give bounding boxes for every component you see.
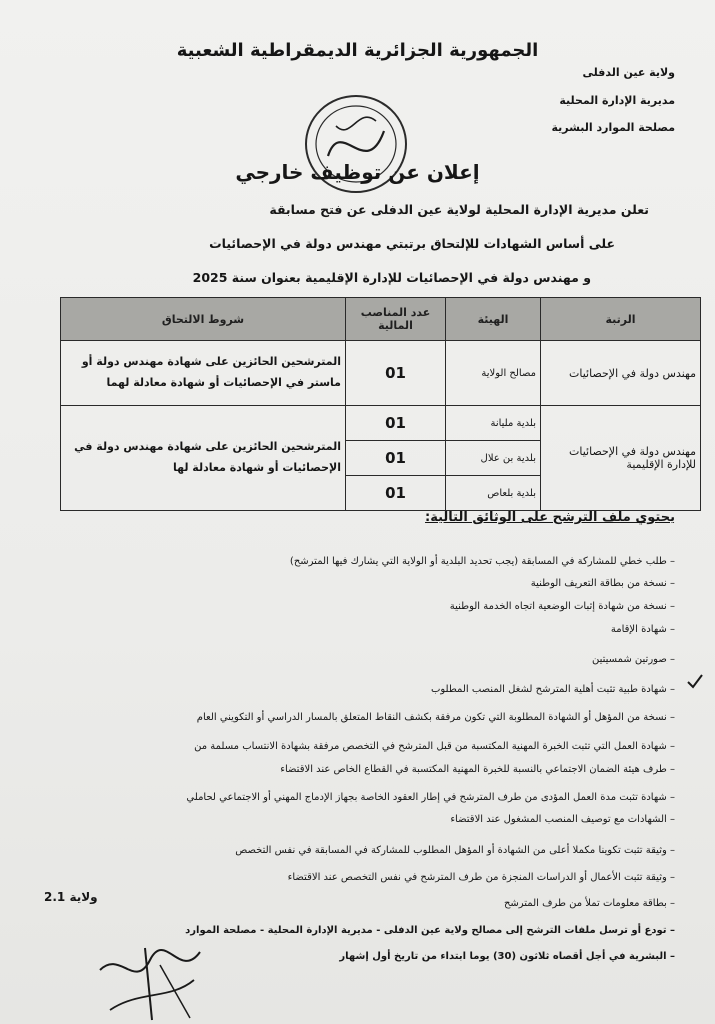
unit-cell: بلدية مليانة: [446, 406, 541, 441]
document-item: – طرف هيئة الضمان الاجتماعي بالنسبة للخبرة المهنية المكتسبة في القطاع الخاص عند الاقتضاء: [280, 764, 675, 776]
signature-icon: [90, 940, 210, 1024]
intro-line-3: و مهندس دولة في الإحصائيات للإدارة الإقليمية بعنوان سنة 2025: [192, 270, 591, 285]
service-label: مصلحة الموارد البشرية: [551, 121, 675, 134]
table-row: [61, 341, 701, 406]
document-item: – شهادة طبية تثبت أهلية المترشح لشغل المنصب المطلوب: [431, 684, 675, 696]
document-item: – وثيقة تثبت الأعمال أو الدراسات المنجزة من طرف المترشح في نفس التخصص عند الاقتضاء: [288, 872, 675, 884]
document-item: – بطاقة معلومات تملأ من طرف المترشح: [504, 898, 675, 910]
header-grade: الرتبة: [541, 298, 701, 341]
header-conditions: شروط الالتحاق: [61, 298, 346, 341]
intro-line-1: تعلن مديرية الإدارة المحلية لولاية عين الدفلى عن فتح مسابقة: [269, 202, 649, 217]
footer-line-2: – البشرية في أجل أقصاه ثلاثون (30) يوما ابتداء من تاريخ أول إشهار: [339, 951, 675, 963]
grade-cell: مهندس دولة في الإحصائيات: [541, 341, 701, 406]
document-item: – الشهادات مع توصيف المنصب المشغول عند الاقتضاء: [450, 814, 675, 826]
directorate-label: مديرية الإدارة المحلية: [559, 94, 675, 107]
count-cell: 01: [346, 476, 446, 511]
republic-heading: الجمهورية الجزائرية الديمقراطية الشعبية: [176, 40, 539, 61]
check-mark-icon: [686, 672, 704, 690]
table-header-row: [61, 298, 701, 341]
count-cell: 01: [346, 341, 446, 406]
official-seal-icon: [296, 86, 416, 206]
footer-line-1: – تودع أو ترسل ملفات الترشح إلى مصالح ولاية عين الدفلى - مديرية الإدارة المحلية - مصلحة الموارد: [185, 925, 675, 937]
document-item: – وثيقة تثبت تكوينا مكملا أعلى من الشهادة أو المؤهل المطلوب للمشاركة في المسابقة في نفس التخصص: [235, 845, 675, 857]
document-item: – نسخة من شهادة إثبات الوضعية اتجاه الخدمة الوطنية: [450, 601, 675, 613]
count-cell: 01: [346, 406, 446, 441]
unit-cell: مصالح الولاية: [446, 341, 541, 406]
positions-table: [60, 297, 701, 511]
conditions-cell: المترشحين الحائزين على شهادة مهندس دولة في الإحصائيات أو شهادة معادلة لها: [61, 406, 346, 511]
count-cell: 01: [346, 441, 446, 476]
unit-cell: بلدية بن علال: [446, 441, 541, 476]
document-item: – شهادة تثبت مدة العمل المؤدى من طرف المترشح في إطار العقود الخاصة بجهاز الإدماج المهني أو الاجتماعي لحاملي: [186, 792, 675, 804]
document-item: – شهادة العمل التي تثبت الخبرة المهنية المكتسبة من قبل المترشح في التخصص مرفقة بشهادة الانتساب مسلمة من: [194, 741, 675, 753]
announcement-title: إعلان عن توظيف خارجي: [235, 160, 480, 184]
intro-line-2: على أساس الشهادات للإلتحاق برتبتي مهندس دولة في الإحصائيات: [209, 236, 615, 251]
document-item: – نسخة من المؤهل أو الشهادة المطلوبة التي تكون مرفقة بكشف النقاط المتعلق بالمسار الدراسي أو التكويني العام: [197, 712, 675, 724]
document-item: – طلب خطي للمشاركة في المسابقة (يجب تحديد البلدية أو الولاية التي يشارك فيها المترشح): [290, 556, 675, 568]
header-count: عدد المناصب المالية: [346, 298, 446, 341]
documents-title: يحتوي ملف الترشح على الوثائق التالية:: [425, 510, 675, 525]
wilaya-label: ولاية عين الدفلى: [582, 66, 675, 79]
document-item: – صورتين شمسيتين: [592, 654, 675, 666]
document-item: – نسخة من بطاقة التعريف الوطنية: [531, 578, 675, 590]
date-stamp: ولاية 2.1: [44, 890, 98, 904]
unit-cell: بلدية بلعاص: [446, 476, 541, 511]
table-row: [61, 406, 701, 441]
header-body: الهيئة: [446, 298, 541, 341]
grade-cell: مهندس دولة في الإحصائيات للإدارة الإقليمية: [541, 406, 701, 511]
conditions-cell: المترشحين الحائزين على شهادة مهندس دولة أو ماستر في الإحصائيات أو شهادة معادلة لهما: [61, 341, 346, 406]
document-item: – شهادة الإقامة: [611, 624, 675, 636]
